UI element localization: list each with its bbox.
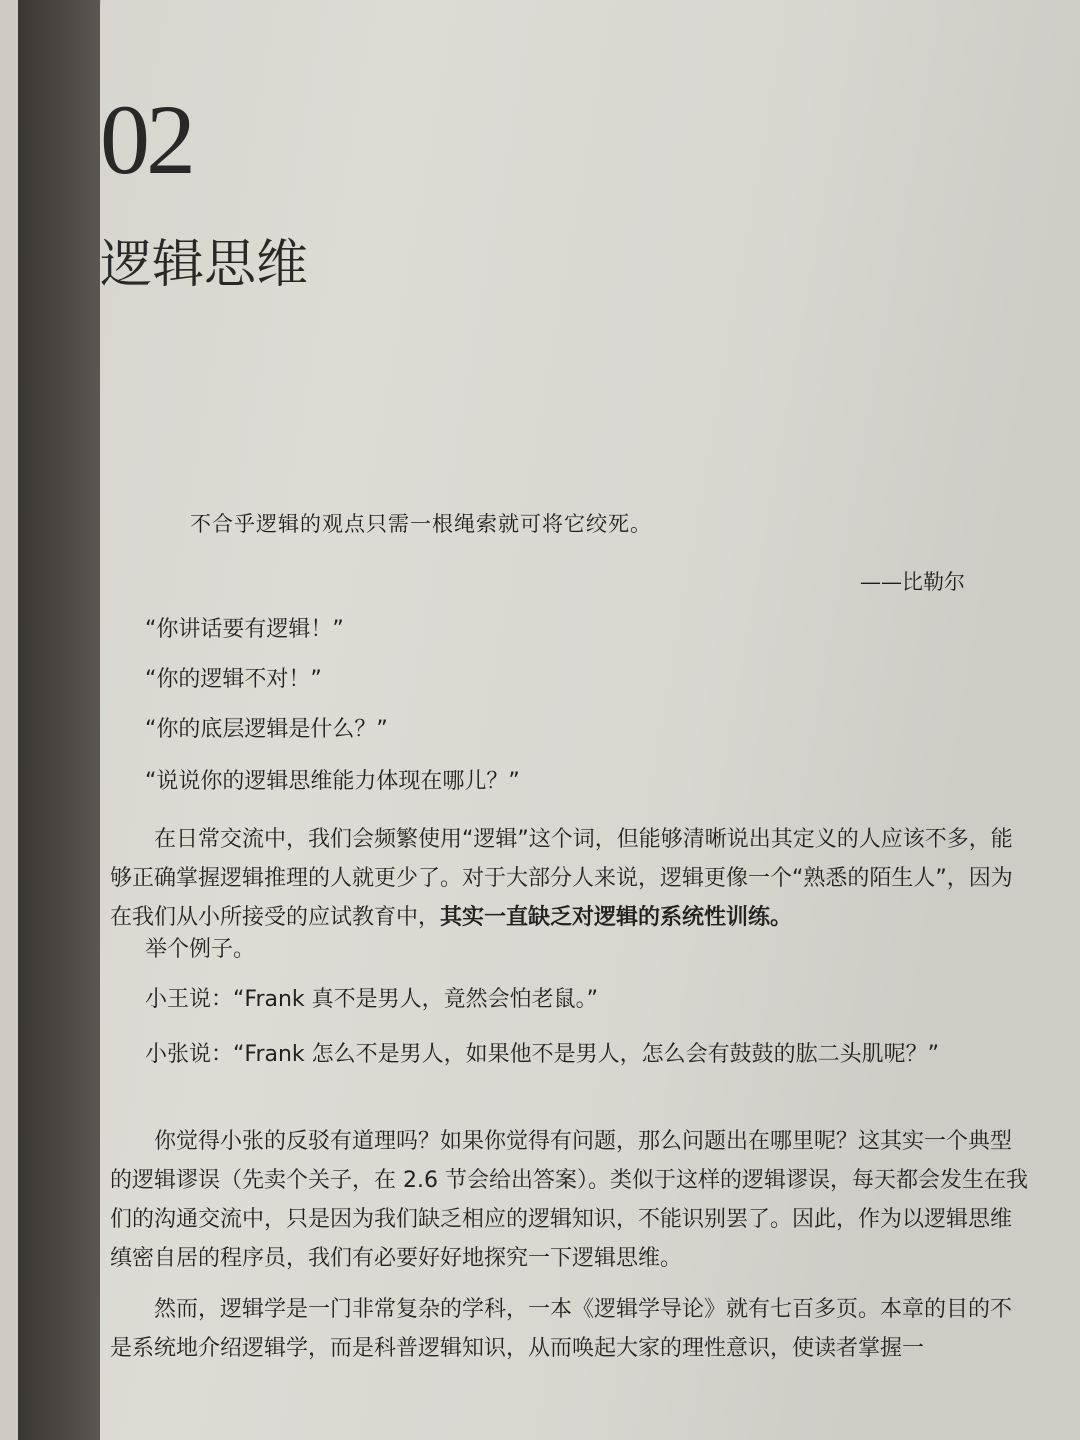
paragraph: 举个例子。 xyxy=(145,937,256,962)
paragraph-text: 在日常交流中，我们会频繁使用“逻辑”这个词，但能够清晰说出其定义的人应该不多，能够正确掌握逻辑推理的人就更少了。对于大部分人来说，逻辑更像一个“熟悉的陌生人”，因为在我们从小所接受的应试教育中， xyxy=(110,827,1013,930)
quote-line: “你的底层逻辑是什么？” xyxy=(145,717,388,742)
paragraph: 小张说：“Frank 怎么不是男人，如果他不是男人，怎么会有鼓鼓的肱二头肌呢？” xyxy=(145,1042,940,1067)
page-shadow xyxy=(18,0,100,1440)
paragraph: 然而，逻辑学是一门非常复杂的学科，一本《逻辑学导论》就有七百多页。本章的目的不是系统地介绍逻辑学，而是科普逻辑知识，从而唤起大家的理性意识，使读者掌握一 xyxy=(110,1297,1013,1361)
epigraph: 不合乎逻辑的观点只需一根绳索就可将它绞死。 xyxy=(190,512,652,536)
chapter-number: 02 xyxy=(100,84,192,195)
quote-line: “你的逻辑不对！” xyxy=(145,667,322,692)
quote-line: “说说你的逻辑思维能力体现在哪儿？” xyxy=(145,769,520,794)
chapter-title: 逻辑思维 xyxy=(100,235,309,295)
paragraph: 你觉得小张的反驳有道理吗？如果你觉得有问题，那么问题出在哪里呢？这其实一个典型的逻辑谬误（先卖个关子，在 2.6 节会给出答案）。类似于这样的逻辑谬误，每天都会发生在我们的沟通交流中，只是因为我们缺乏相应的逻辑知识，不能识别罢了。因此，作为以逻辑思维缜密自居的程序员，我们有必要好好地探究一下逻辑思维。 xyxy=(110,1129,1028,1271)
epigraph-attribution: ——比勒尔 xyxy=(860,570,965,594)
bold-text: 其实一直缺乏对逻辑的系统性训练。 xyxy=(440,905,793,930)
paragraph: 小王说：“Frank 真不是男人，竟然会怕老鼠。” xyxy=(145,987,599,1012)
facing-page-edge xyxy=(0,0,18,1440)
paragraph xyxy=(110,820,1030,937)
quote-line: “你讲话要有逻辑！” xyxy=(145,617,344,642)
